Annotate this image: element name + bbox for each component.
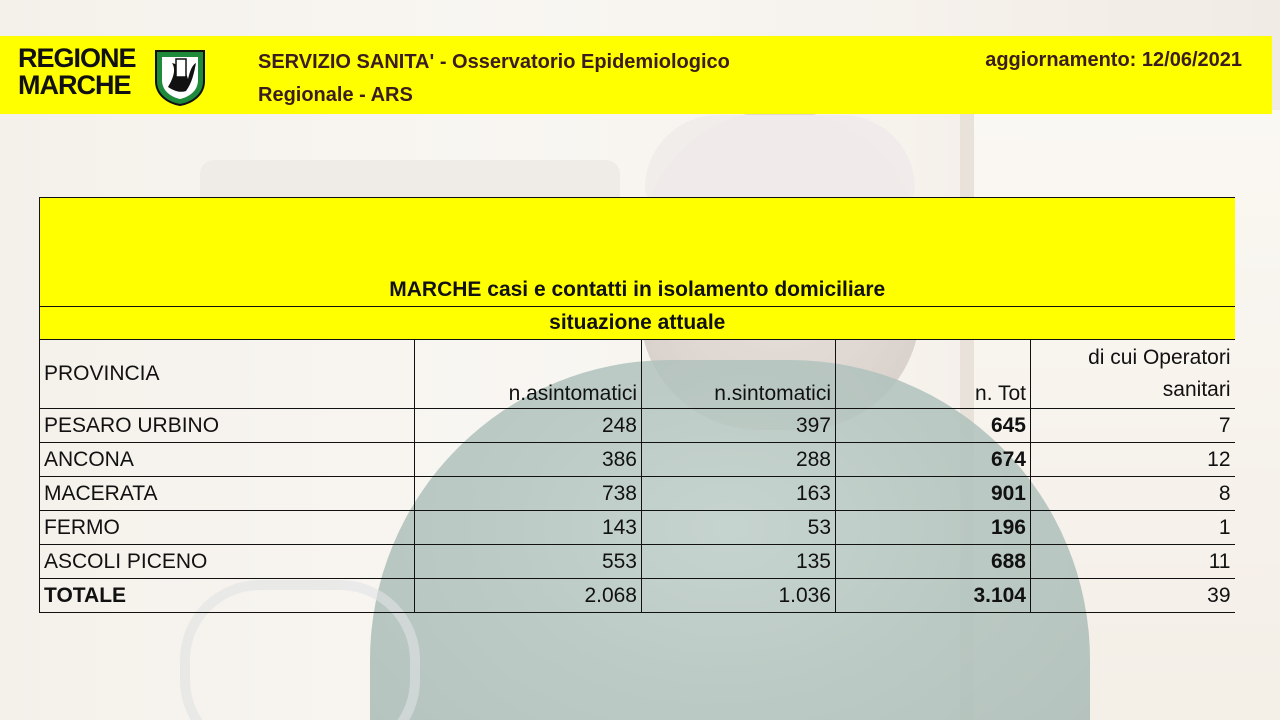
- cell-provincia: MACERATA: [40, 477, 415, 511]
- table-row: [40, 477, 1235, 511]
- cell-total-label: TOTALE: [40, 579, 415, 613]
- cell-operatori: 7: [1031, 409, 1235, 443]
- header-title-line2: Regionale - ARS: [258, 84, 413, 106]
- shield-icon: [152, 47, 208, 107]
- cell-tot: 196: [836, 511, 1031, 545]
- column-header-asintomatici: n.asintomatici: [415, 340, 642, 409]
- column-header-provincia: PROVINCIA: [40, 340, 415, 409]
- cell-provincia: FERMO: [40, 511, 415, 545]
- table-row: [40, 409, 1235, 443]
- logo-line1: REGIONE: [18, 43, 136, 73]
- cell-asintomatici: 553: [415, 545, 642, 579]
- regione-marche-logo: [18, 45, 210, 107]
- cell-asintomatici: 248: [415, 409, 642, 443]
- cell-tot: 901: [836, 477, 1031, 511]
- cell-operatori: 8: [1031, 477, 1235, 511]
- isolation-table: [39, 197, 1234, 613]
- cell-sintomatici: 163: [642, 477, 836, 511]
- column-header-operatori: [1031, 340, 1235, 409]
- column-header-operatori-line2: sanitari: [1162, 378, 1231, 401]
- table-total-row: [40, 579, 1235, 613]
- header-title-line1: SERVIZIO SANITA' - Osservatorio Epidemiologico: [258, 51, 730, 73]
- table-subtitle: situazione attuale: [40, 307, 1235, 340]
- cell-sintomatici: 53: [642, 511, 836, 545]
- cell-provincia: PESARO URBINO: [40, 409, 415, 443]
- cell-operatori: 1: [1031, 511, 1235, 545]
- cell-provincia: ASCOLI PICENO: [40, 545, 415, 579]
- logo-line2: MARCHE: [18, 70, 131, 100]
- cell-operatori: 12: [1031, 443, 1235, 477]
- table-row: [40, 443, 1235, 477]
- table-row: [40, 545, 1235, 579]
- header-band: [0, 36, 1272, 114]
- cell-operatori: 11: [1031, 545, 1235, 579]
- column-header-operatori-line1: di cui Operatori: [1088, 346, 1231, 369]
- column-header-sintomatici: n.sintomatici: [642, 340, 836, 409]
- table-title: MARCHE casi e contatti in isolamento domiciliare: [40, 198, 1235, 307]
- cell-tot: 688: [836, 545, 1031, 579]
- cell-provincia: ANCONA: [40, 443, 415, 477]
- cell-asintomatici: 738: [415, 477, 642, 511]
- update-date: aggiornamento: 12/06/2021: [985, 49, 1242, 71]
- cell-tot: 674: [836, 443, 1031, 477]
- cell-tot: 645: [836, 409, 1031, 443]
- cell-total-tot: 3.104: [836, 579, 1031, 613]
- column-header-tot: n. Tot: [836, 340, 1031, 409]
- cell-asintomatici: 386: [415, 443, 642, 477]
- header-title: [258, 46, 730, 112]
- cell-asintomatici: 143: [415, 511, 642, 545]
- cell-sintomatici: 397: [642, 409, 836, 443]
- table-row: [40, 511, 1235, 545]
- cell-sintomatici: 135: [642, 545, 836, 579]
- cell-sintomatici: 288: [642, 443, 836, 477]
- cell-total-sintomatici: 1.036: [642, 579, 836, 613]
- cell-total-asintomatici: 2.068: [415, 579, 642, 613]
- cell-total-operatori: 39: [1031, 579, 1235, 613]
